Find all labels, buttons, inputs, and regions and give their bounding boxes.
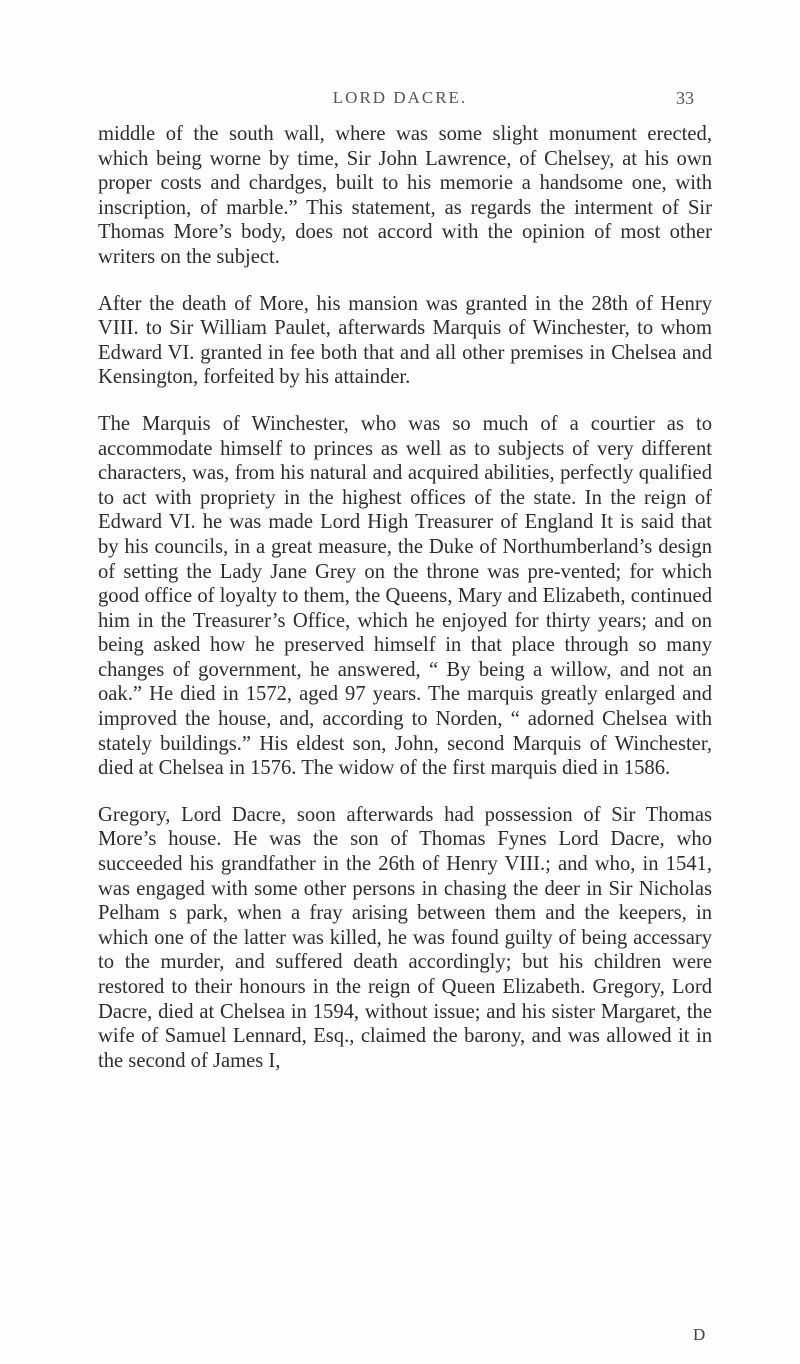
body-text: [98, 122, 712, 1095]
running-title: LORD DACRE.: [332, 88, 468, 107]
paragraph-more-mansion: After the death of More, his mansion was granted in the 28th of Henry VIII. to Sir William Paulet, afterwards Marquis of Winchester, to whom Edward VI. granted in fee both that and all other premises in Chelsea and Kensington, forfeited by his attainder.: [98, 292, 712, 389]
running-head: [0, 88, 800, 118]
page-number: 33: [676, 88, 694, 108]
paragraph-marquis-winchester: The Marquis of Winchester, who was so much of a courtier as to accommodate himself to princes as well as to subjects of very different characters, was, from his natural and acquired abilities, perfectly qualified to act with propriety in the highest offices of the state. In the reign of Edward VI. he was made Lord High Treasurer of England It is said that by his councils, in a great measure, the Duke of Northumberland’s design of setting the Lady Jane Grey on the throne was pre-vented; for which good office of loyalty to them, the Queens, Mary and Elizabeth, continued him in the Treasurer’s Office, which he enjoyed for thirty years; and on being asked how he preserved himself in that place through so many changes of government, he answered, “ By being a willow, and not an oak.” He died in 1572, aged 97 years. The marquis greatly enlarged and improved the house, and, according to Norden, “ adorned Chelsea with stately buildings.” His eldest son, John, second Marquis of Winchester, died at Chelsea in 1576. The widow of the first marquis died in 1586.: [98, 412, 712, 780]
catchword: D: [693, 1325, 706, 1344]
paragraph-continuation: middle of the south wall, where was some slight monument erected, which being worne by time, Sir John Lawrence, of Chelsey, at his own proper costs and chardges, built to his memorie a handsome one, with inscription, of marble.” This statement, as regards the interment of Sir Thomas More’s body, does not accord with the opinion of most other writers on the subject.: [98, 123, 712, 268]
paragraph-gregory-lord-dacre: Gregory, Lord Dacre, soon afterwards had possession of Sir Thomas More’s house. He was the son of Thomas Fynes Lord Dacre, who succeeded his grandfather in the 26th of Henry VIII.; and who, in 1541, was engaged with some other persons in chasing the deer in Sir Nicholas Pelham s park, when a fray arising between them and the keepers, in which one of the latter was killed, he was found guilty of being accessary to the murder, and suffered death accordingly; but his children were restored to their honours in the reign of Queen Elizabeth. Gregory, Lord Dacre, died at Chelsea in 1594, without issue; and his sister Margaret, the wife of Samuel Lennard, Esq., claimed the barony, and was allowed it in the second of James I,: [98, 803, 712, 1072]
